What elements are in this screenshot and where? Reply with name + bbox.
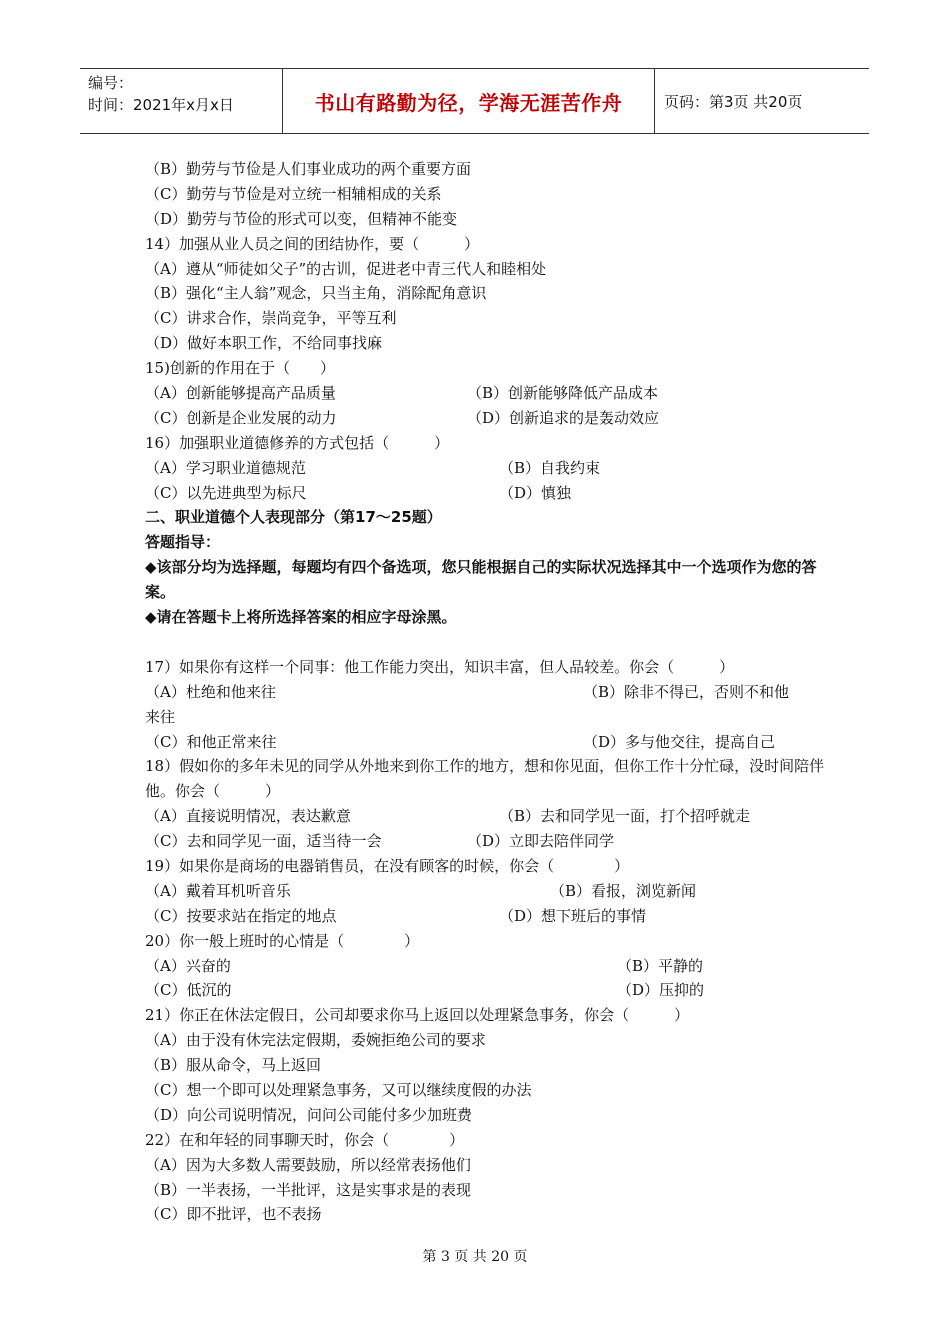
option-line: （C）想一个即可以处理紧急事务，又可以继续度假的办法 [145,1081,532,1100]
option-line: （A）因为大多数人需要鼓励，所以经常表扬他们 [145,1155,471,1174]
option-a: （A）杜绝和他来往 [145,682,276,701]
option-b: （B）去和同学见一面，打个招呼就走 [499,807,751,826]
option-row [145,730,825,755]
option-row [145,804,825,829]
option-row [145,481,825,506]
option-d: （D）立即去陪伴同学 [467,832,615,851]
option-line: （D）做好本职工作，不给同事找麻 [145,334,383,353]
option-line: （A）遵从“师徒如父子”的古训，促进老中青三代人和睦相处 [145,259,547,278]
option-c: （C）创新是企业发展的动力 [145,408,337,427]
section-heading: 二、职业道德个人表现部分（第17～25题） [145,508,442,527]
option-b: （B）除非不得已，否则不和他 [583,682,790,701]
option-row [145,904,825,929]
document-body [145,157,825,1227]
header-motto: 书山有路勤为径，学海无涯苦作舟 [314,90,623,115]
option-a: （A）直接说明情况，表达歉意 [145,807,351,826]
question-18: 18）假如你的多年未见的同学从外地来到你工作的地方，想和你见面，但你工作十分忙碌，没时间陪伴他。你会（ ） [145,757,825,801]
option-line: （B）服从命令，马上返回 [145,1056,322,1075]
option-row [145,978,825,1003]
option-line: （B）勤劳与节俭是人们事业成功的两个重要方面 [145,160,472,178]
header-page-info: 页码：第3页 共20页 [664,92,803,111]
option-row [145,680,825,705]
option-row [145,406,825,431]
page-header [80,68,869,134]
spacer [145,630,825,655]
option-a: （A）学习职业道德规范 [145,458,306,477]
option-d: （D）压抑的 [617,981,705,1000]
question-22: 22）在和年轻的同事聊天时，你会（ ） [145,1130,465,1149]
option-d: （D）多与他交往，提高自己 [583,732,776,751]
option-line: （C）勤劳与节俭是对立统一相辅相成的关系 [145,184,442,203]
header-motto-cell [283,69,655,133]
question-21: 21）你正在休法定假日，公司却要求你马上返回以处理紧急事务，你会（ ） [145,1006,690,1025]
doc-date-label: 时间：2021年x月x日 [88,96,234,114]
question-19: 19）如果你是商场的电器销售员，在没有顾客的时候，你会（ ） [145,857,630,875]
option-b: （B）创新能够降低产品成本 [467,384,659,403]
option-line: （C）即不批评，也不表扬 [145,1205,322,1224]
option-a: （A）创新能够提高产品质量 [145,384,336,403]
option-line: （D）勤劳与节俭的形式可以变，但精神不能变 [145,209,458,228]
option-row [145,829,825,854]
option-d: （D）慎独 [499,483,572,502]
option-c: （C）按要求站在指定的地点 [145,906,337,925]
question-15: 15)创新的作用在于（ ） [145,359,335,378]
question-17: 17）如果你有这样一个同事：他工作能力突出，知识丰富，但人品较差。你会（ ） [145,657,735,676]
guide-note: ◆该部分均为选择题，每题均有四个备选项，您只能根据自己的实际状况选择其中一个选项作为您的答案。 [145,558,817,602]
option-d: （D）想下班后的事情 [499,906,647,925]
page-footer: 第 3 页 共 20 页 [422,1249,528,1265]
option-line: （B）一半表扬，一半批评，这是实事求是的表现 [145,1180,472,1199]
option-line: （A）由于没有休完法定假期，委婉拒绝公司的要求 [145,1031,486,1050]
guide-note: ◆请在答题卡上将所选择答案的相应字母涂黑。 [145,608,457,627]
question-16: 16）加强职业道德修养的方式包括（ ） [145,433,450,452]
option-b: （B）看报，浏览新闻 [550,881,697,900]
option-a: （A）兴奋的 [145,956,231,975]
guide-heading: 答题指导： [145,533,221,552]
option-line: （D）向公司说明情况，问问公司能付多少加班费 [145,1105,473,1124]
question-14: 14）加强从业人员之间的团结协作，要（ ） [145,234,480,253]
option-row [145,954,825,979]
option-b: （B）平静的 [617,956,704,975]
option-row [145,879,825,904]
option-c: （C）去和同学见一面，适当待一会 [145,832,382,851]
question-20: 20）你一般上班时的心情是（ ） [145,931,420,950]
option-line: （B）强化“主人翁”观念，只当主角，消除配角意识 [145,284,487,303]
option-b: （B）自我约束 [499,458,601,477]
option-row [145,456,825,481]
option-c: （C）和他正常来往 [145,732,277,751]
header-meta [80,69,283,133]
option-a: （A）戴着耳机听音乐 [145,881,291,900]
option-d: （D）创新追求的是轰动效应 [467,408,660,427]
option-line: （C）讲求合作，崇尚竞争，平等互利 [145,309,397,328]
option-row [145,381,825,406]
option-c: （C）低沉的 [145,981,232,1000]
option-c: （C）以先进典型为标尺 [145,483,307,502]
doc-number-label: 编号： [88,74,134,92]
option-continuation: 来往 [145,707,176,726]
